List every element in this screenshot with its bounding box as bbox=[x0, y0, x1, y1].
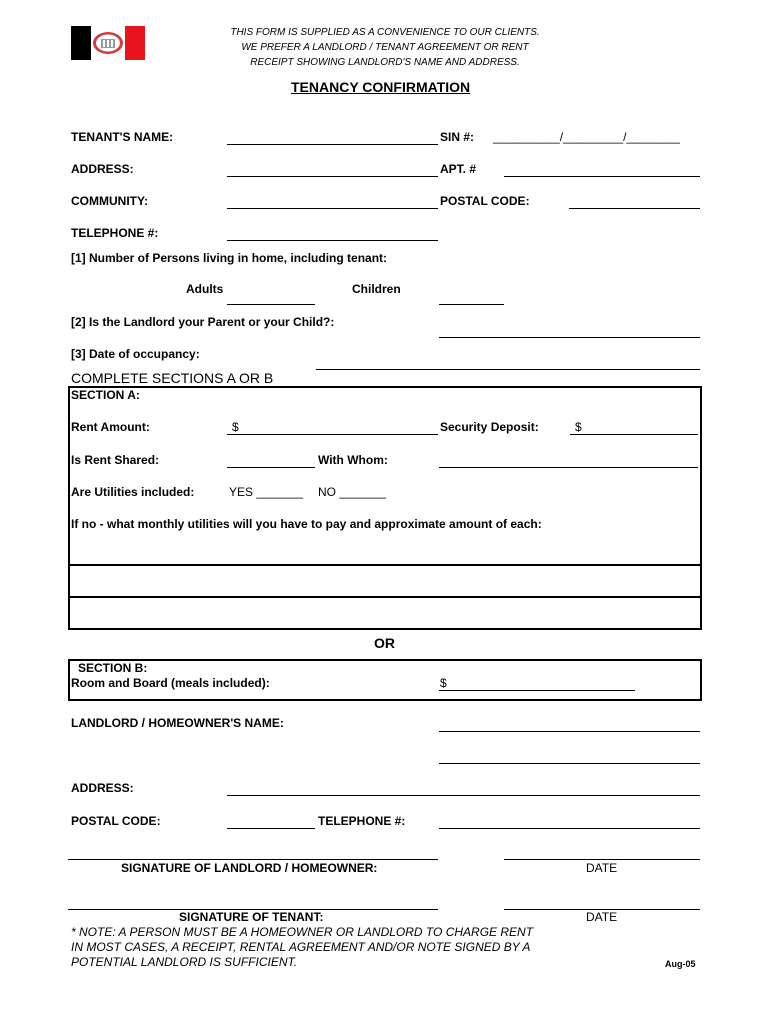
landlord-date-field[interactable] bbox=[504, 859, 700, 860]
rent-dollar-sign: $ bbox=[232, 420, 239, 434]
address-field[interactable] bbox=[227, 176, 438, 177]
postal-code-label: POSTAL CODE: bbox=[440, 194, 530, 208]
landlord-name-label: LANDLORD / HOMEOWNER'S NAME: bbox=[71, 716, 284, 730]
landlord-signature-label: SIGNATURE OF LANDLORD / HOMEOWNER: bbox=[121, 861, 378, 875]
utilities-label: Are Utilities included: bbox=[71, 485, 195, 499]
telephone-label: TELEPHONE #: bbox=[71, 226, 159, 240]
community-field[interactable] bbox=[227, 208, 438, 209]
occupancy-date-field[interactable] bbox=[316, 369, 700, 370]
adults-label: Adults bbox=[186, 282, 224, 296]
logo bbox=[71, 26, 145, 60]
apt-label: APT. # bbox=[440, 162, 477, 176]
landlord-telephone-label: TELEPHONE #: bbox=[318, 814, 406, 828]
with-whom-field[interactable] bbox=[439, 467, 698, 468]
adults-field[interactable] bbox=[227, 304, 315, 305]
header-notice bbox=[205, 25, 565, 70]
with-whom-label: With Whom: bbox=[318, 453, 388, 467]
utilities-question: If no - what monthly utilities will you have to pay and approximate amount of each: bbox=[71, 517, 542, 531]
logo-emblem-icon bbox=[91, 26, 125, 60]
sin-label: SIN #: bbox=[440, 130, 475, 144]
address-label: ADDRESS: bbox=[71, 162, 134, 176]
question-occupancy-date: [3] Date of occupancy: bbox=[71, 347, 200, 361]
landlord-address-field[interactable] bbox=[227, 795, 700, 796]
or-label: OR bbox=[374, 635, 395, 651]
rent-shared-field[interactable] bbox=[227, 467, 315, 468]
utilities-line-1[interactable] bbox=[70, 564, 700, 566]
landlord-date-label: DATE bbox=[586, 861, 618, 875]
form-version: Aug-05 bbox=[665, 959, 696, 969]
postal-code-field[interactable] bbox=[569, 208, 700, 209]
footer-note bbox=[71, 925, 533, 970]
security-deposit-field[interactable] bbox=[570, 434, 698, 435]
room-board-dollar-sign: $ bbox=[440, 676, 447, 690]
footer-note-line: POTENTIAL LANDLORD IS SUFFICIENT. bbox=[71, 955, 298, 969]
utilities-yes-field[interactable]: YES _______ bbox=[229, 485, 304, 499]
tenant-name-field[interactable] bbox=[227, 144, 438, 145]
tenant-date-label: DATE bbox=[586, 910, 618, 924]
room-board-field[interactable] bbox=[439, 690, 635, 691]
landlord-postal-label: POSTAL CODE: bbox=[71, 814, 161, 828]
footer-note-line: * NOTE: A PERSON MUST BE A HOMEOWNER OR LANDLORD TO CHARGE RENT bbox=[71, 925, 534, 939]
telephone-field[interactable] bbox=[227, 240, 438, 241]
page-title: TENANCY CONFIRMATION bbox=[291, 79, 471, 95]
rent-amount-label: Rent Amount: bbox=[71, 420, 150, 434]
landlord-name-field-2[interactable] bbox=[439, 763, 700, 764]
sections-heading: COMPLETE SECTIONS A OR B bbox=[71, 370, 274, 386]
deposit-dollar-sign: $ bbox=[575, 420, 582, 434]
landlord-name-field[interactable] bbox=[439, 731, 700, 732]
apt-field[interactable] bbox=[504, 176, 700, 177]
room-board-label: Room and Board (meals included): bbox=[71, 676, 270, 690]
section-a-box bbox=[68, 386, 702, 630]
landlord-signature-field[interactable] bbox=[68, 859, 438, 860]
children-field[interactable] bbox=[439, 304, 504, 305]
section-b-title: SECTION B: bbox=[78, 661, 148, 675]
landlord-address-label: ADDRESS: bbox=[71, 781, 134, 795]
sin-field[interactable]: __________/_________/________ bbox=[493, 130, 680, 144]
children-label: Children bbox=[352, 282, 401, 296]
rent-shared-label: Is Rent Shared: bbox=[71, 453, 160, 467]
notice-line: RECEIPT SHOWING LANDLORD'S NAME AND ADDRESS. bbox=[250, 57, 520, 68]
notice-line: WE PREFER A LANDLORD / TENANT AGREEMENT OR RENT bbox=[241, 42, 529, 53]
security-deposit-label: Security Deposit: bbox=[440, 420, 539, 434]
footer-note-line: IN MOST CASES, A RECEIPT, RENTAL AGREEMENT AND/OR NOTE SIGNED BY A bbox=[71, 940, 531, 954]
rent-amount-field[interactable] bbox=[227, 434, 438, 435]
community-label: COMMUNITY: bbox=[71, 194, 149, 208]
question-landlord-relation: [2] Is the Landlord your Parent or your Child?: bbox=[71, 315, 335, 329]
notice-line: THIS FORM IS SUPPLIED AS A CONVENIENCE TO OUR CLIENTS. bbox=[230, 27, 540, 38]
question-persons: [1] Number of Persons living in home, including tenant: bbox=[71, 251, 388, 265]
tenant-name-label: TENANT'S NAME: bbox=[71, 130, 174, 144]
logo-left-bar bbox=[71, 26, 91, 60]
tenant-signature-label: SIGNATURE OF TENANT: bbox=[179, 910, 324, 924]
landlord-postal-field[interactable] bbox=[227, 828, 315, 829]
landlord-relation-field[interactable] bbox=[439, 337, 700, 338]
landlord-telephone-field[interactable] bbox=[439, 828, 700, 829]
utilities-line-2[interactable] bbox=[70, 596, 700, 598]
section-a-title: SECTION A: bbox=[71, 388, 140, 402]
utilities-no-field[interactable]: NO _______ bbox=[318, 485, 387, 499]
logo-right-bar bbox=[125, 26, 145, 60]
